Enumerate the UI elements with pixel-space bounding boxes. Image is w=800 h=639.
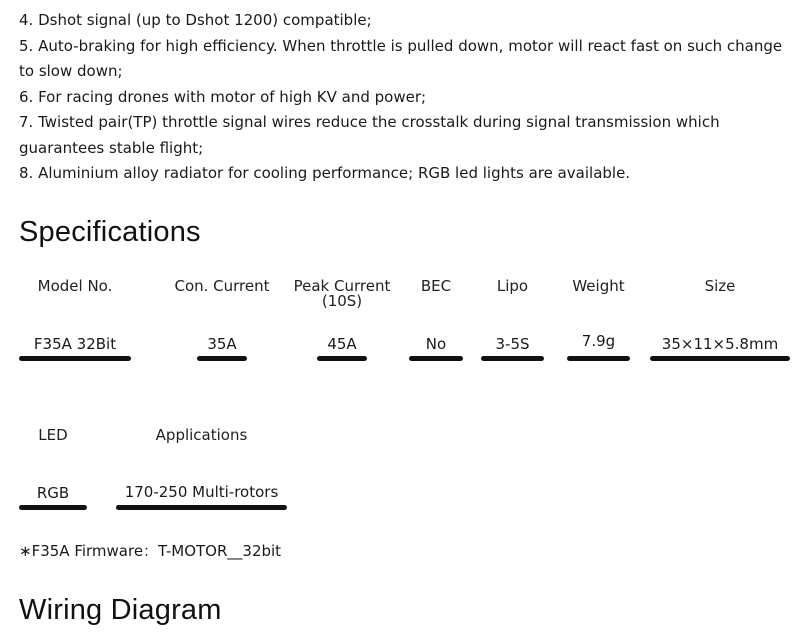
- spec-value: 7.9g: [581, 332, 616, 350]
- spec-header: LED: [38, 426, 68, 444]
- spec-underline: [650, 356, 790, 361]
- feature-item: 5. Auto-braking for high efficiency. When throttle is pulled down, motor will react fast on such change to slow down;: [19, 36, 783, 80]
- spec-value: 45A: [327, 335, 357, 353]
- spec-header: Peak Current: [293, 277, 391, 295]
- spec-underline: [409, 356, 463, 361]
- spec-underline: [19, 356, 131, 361]
- spec-value: No: [425, 335, 447, 353]
- spec-underline: [317, 356, 367, 361]
- spec-underline: [567, 356, 630, 361]
- spec-underline: [481, 356, 544, 361]
- spec-header: BEC: [420, 277, 452, 295]
- spec-value: 170-250 Multi-rotors: [124, 483, 279, 501]
- spec-value: 35A: [207, 335, 237, 353]
- feature-item: 6. For racing drones with motor of high KV and power;: [19, 87, 427, 106]
- wiring-diagram-heading: Wiring Diagram: [19, 594, 222, 626]
- feature-item: 8. Aluminium alloy radiator for cooling performance; RGB led lights are available.: [19, 164, 631, 182]
- spec-underline: [197, 356, 247, 361]
- spec-header: Con. Current: [174, 277, 270, 295]
- spec-underline: [19, 505, 87, 510]
- spec-underline: [116, 505, 287, 510]
- specifications-heading: Specifications: [19, 216, 201, 248]
- spec-value: 3-5S: [495, 335, 530, 353]
- spec-header: Model No.: [37, 277, 113, 295]
- spec-header: Lipo: [496, 277, 529, 295]
- firmware-note: ∗F35A Firmware：T-MOTOR__32bit: [19, 542, 282, 560]
- spec-header: Applications: [155, 426, 248, 444]
- spec-value: 35×11×5.8mm: [661, 335, 779, 353]
- spec-header: Weight: [572, 277, 625, 295]
- spec-header-sub: (10S): [321, 292, 363, 310]
- spec-value: F35A 32Bit: [33, 335, 117, 353]
- feature-list: [19, 8, 789, 187]
- feature-item: 4. Dshot signal (up to Dshot 1200) compatible;: [19, 11, 372, 29]
- spec-value: RGB: [36, 484, 70, 502]
- spec-header: Size: [704, 277, 736, 295]
- feature-item: 7. Twisted pair(TP) throttle signal wires reduce the crosstalk during signal transmission which guarantees stable flight;: [19, 113, 720, 157]
